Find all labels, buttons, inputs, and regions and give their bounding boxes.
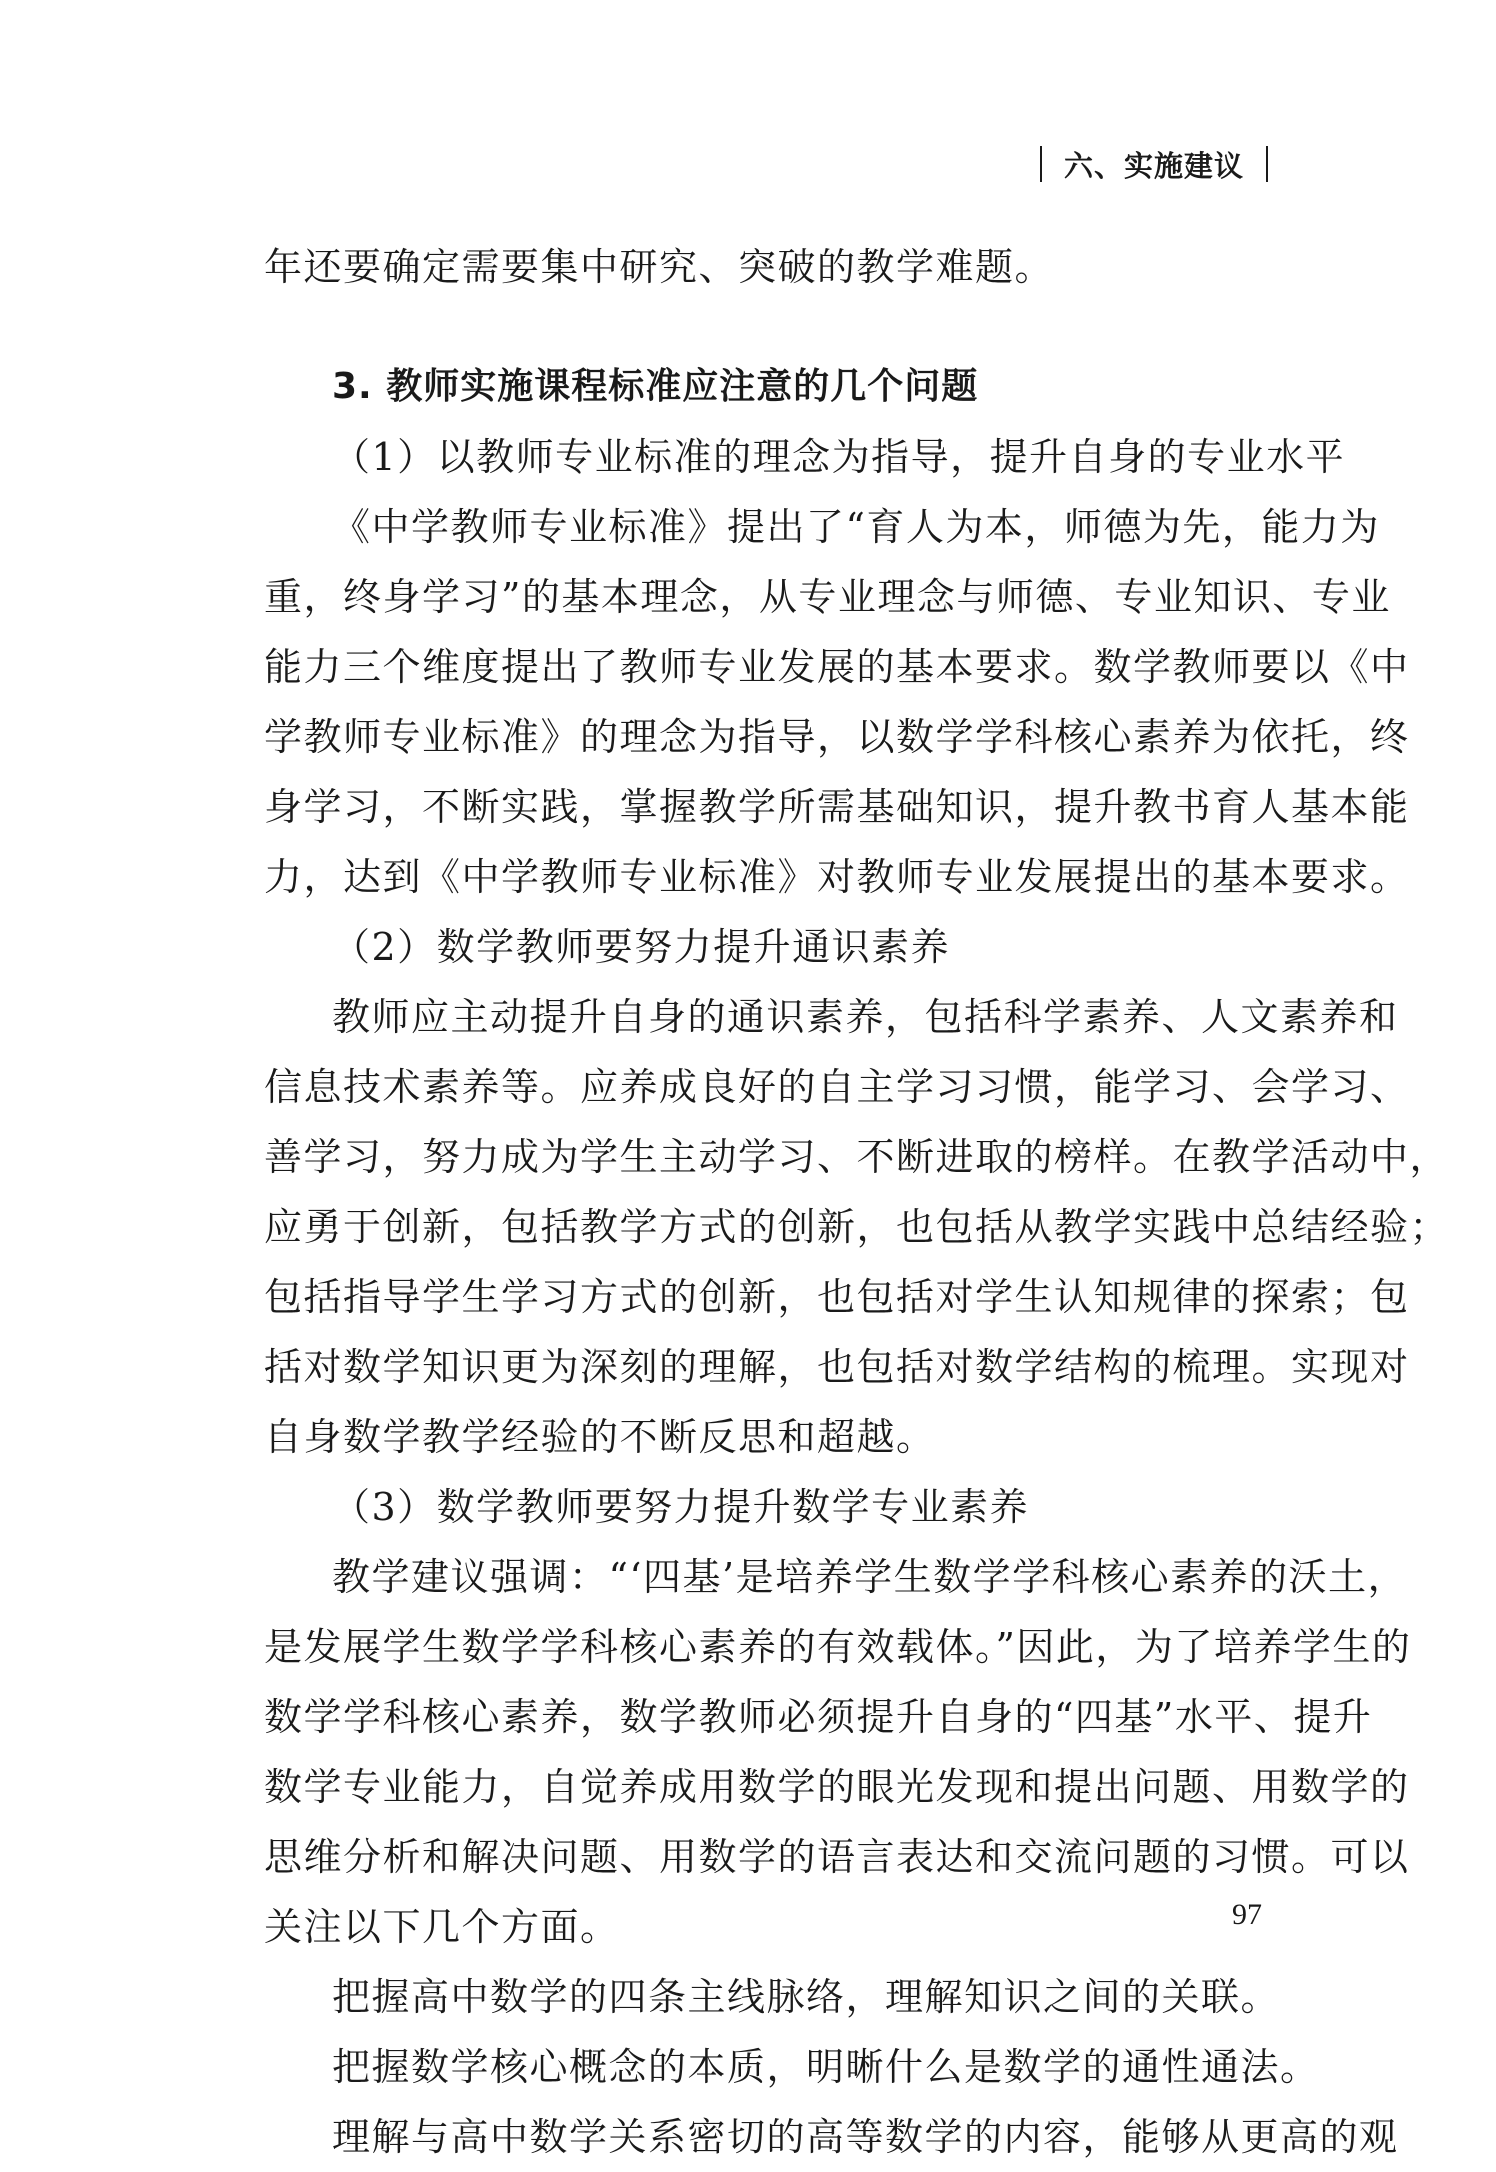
paragraph-line: 关注以下几个方面。	[264, 1905, 620, 1949]
page-number: 97	[1232, 1898, 1262, 1931]
paragraph-line: 年还要确定需要集中研究、突破的教学难题。	[264, 245, 1055, 289]
body-text	[264, 232, 1450, 2172]
paragraph-line: 信息技术素养等。应养成良好的自主学习习惯，能学习、会学习、	[264, 1065, 1410, 1109]
subsection-title: （3）数学教师要努力提升数学专业素养	[332, 1485, 1030, 1529]
paragraph-line: 教学建议强调：“‘四基’是培养学生数学学科核心素养的沃土，	[332, 1555, 1408, 1599]
paragraph-line: 教师应主动提升自身的通识素养，包括科学素养、人文素养和	[332, 995, 1399, 1039]
paragraph-line: 把握高中数学的四条主线脉络，理解知识之间的关联。	[332, 1975, 1281, 2019]
paragraph-line: 自身数学教学经验的不断反思和超越。	[264, 1415, 936, 1459]
paragraph-line: 包括指导学生学习方式的创新，也包括对学生认知规律的探索；包	[264, 1275, 1410, 1319]
running-header	[1040, 140, 1268, 188]
paragraph-line: 把握数学核心概念的本质，明晰什么是数学的通性通法。	[332, 2045, 1320, 2089]
paragraph-line: 重，终身学习”的基本理念，从专业理念与师德、专业知识、专业	[264, 575, 1391, 619]
paragraph-line: 学教师专业标准》的理念为指导，以数学学科核心素养为依托，终	[264, 715, 1410, 759]
header-right-rule	[1266, 146, 1268, 182]
paragraph-line: 能力三个维度提出了教师专业发展的基本要求。数学教师要以《中	[264, 645, 1410, 689]
subsection-title: （1）以教师专业标准的理念为指导，提升自身的专业水平	[332, 435, 1346, 479]
paragraph-line: 力，达到《中学教师专业标准》对教师专业发展提出的基本要求。	[264, 855, 1410, 899]
paragraph-line: 善学习，努力成为学生主动学习、不断进取的榜样。在教学活动中，	[264, 1135, 1450, 1179]
paragraph-line: 是发展学生数学学科核心素养的有效载体。”因此，为了培养学生的	[264, 1625, 1412, 1669]
subsection-title: （2）数学教师要努力提升通识素养	[332, 925, 951, 969]
running-title: 六、实施建议	[1063, 148, 1244, 183]
paragraph-line: 应勇于创新，包括教学方式的创新，也包括从教学实践中总结经验；	[264, 1205, 1450, 1249]
section-heading: 3. 教师实施课程标准应注意的几个问题	[332, 366, 979, 407]
paragraph-line: 括对数学知识更为深刻的理解，也包括对数学结构的梳理。实现对	[264, 1345, 1410, 1389]
paragraph-line: 《中学教师专业标准》提出了“育人为本，师德为先，能力为	[332, 505, 1380, 549]
paragraph-line: 理解与高中数学关系密切的高等数学的内容，能够从更高的观	[332, 2115, 1399, 2159]
paragraph-line: 数学学科核心素养，数学教师必须提升自身的“四基”水平、提升	[264, 1695, 1373, 1739]
paragraph-line: 数学专业能力，自觉养成用数学的眼光发现和提出问题、用数学的	[264, 1765, 1410, 1809]
paragraph-line: 思维分析和解决问题、用数学的语言表达和交流问题的习惯。可以	[264, 1835, 1410, 1879]
paragraph-line: 身学习，不断实践，掌握教学所需基础知识，提升教书育人基本能	[264, 785, 1410, 829]
